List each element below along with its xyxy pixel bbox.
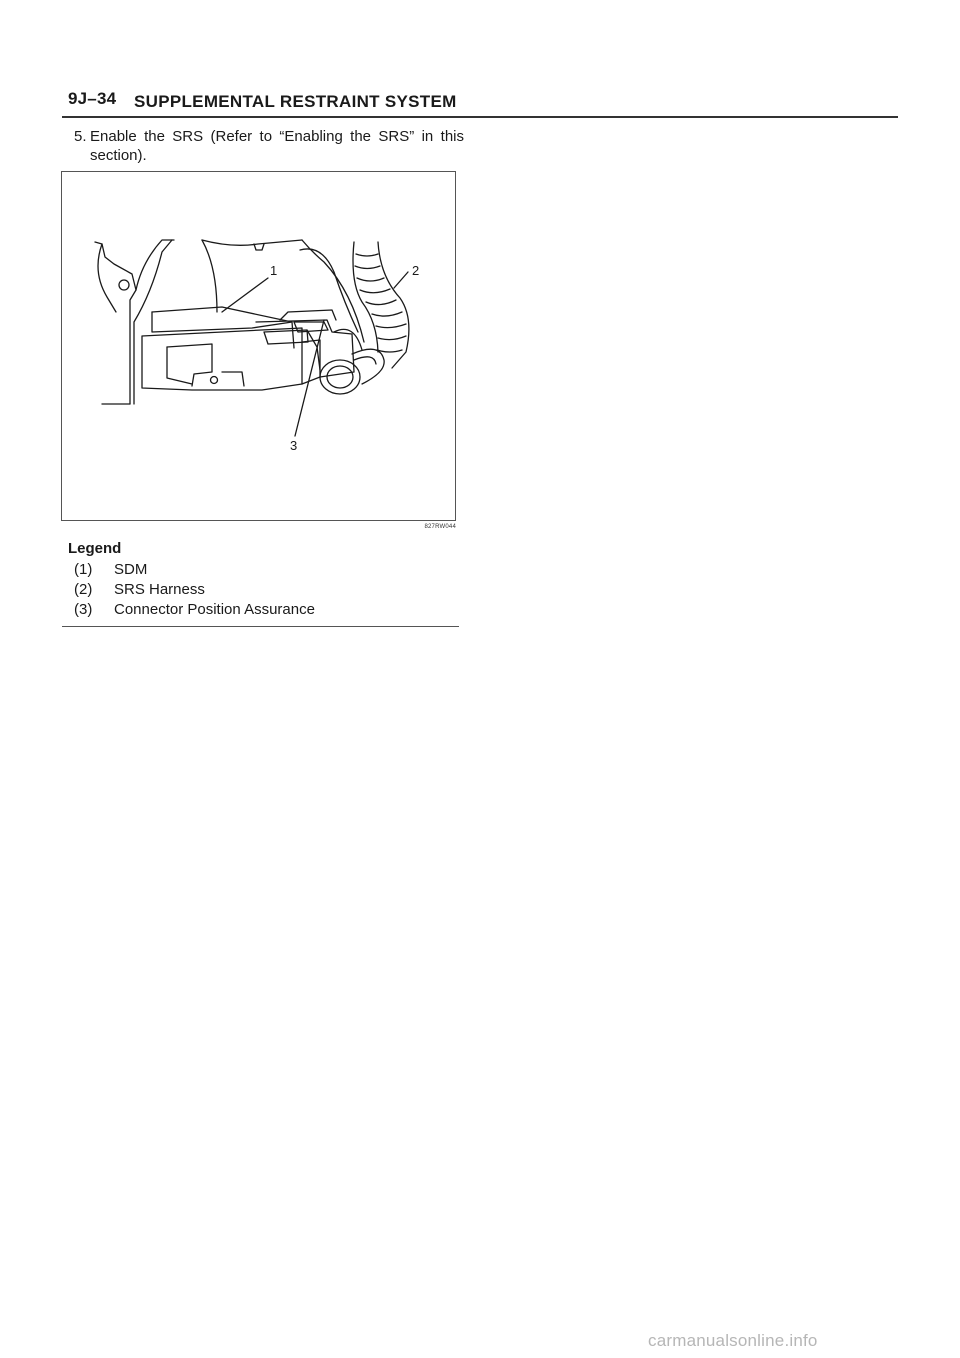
step-number: 5. [74,128,87,145]
header-rule [62,116,898,118]
legend-title: Legend [68,540,122,557]
callout-3: 3 [290,438,298,453]
legend-number: (3) [74,601,93,618]
section-title: SUPPLEMENTAL RESTRAINT SYSTEM [134,92,457,111]
legend-number: (2) [74,581,93,598]
legend-bottom-rule [62,626,459,627]
watermark: carmanualsonline.info [648,1331,818,1350]
step-text: Enable the SRS (Refer to “Enabling the SRS” in this section). [90,128,464,164]
sdm-connector-illustration [62,172,457,522]
procedure-step [74,127,464,165]
callout-1: 1 [270,263,278,278]
legend-label: SRS Harness [114,581,205,598]
figure-box [61,171,456,521]
callout-2: 2 [412,263,420,278]
legend-label: SDM [114,561,148,578]
page-number: 9J–34 [68,89,117,108]
legend-number: (1) [74,561,93,578]
legend-label: Connector Position Assurance [114,601,315,618]
figure-code: 827RW044 [424,524,456,530]
